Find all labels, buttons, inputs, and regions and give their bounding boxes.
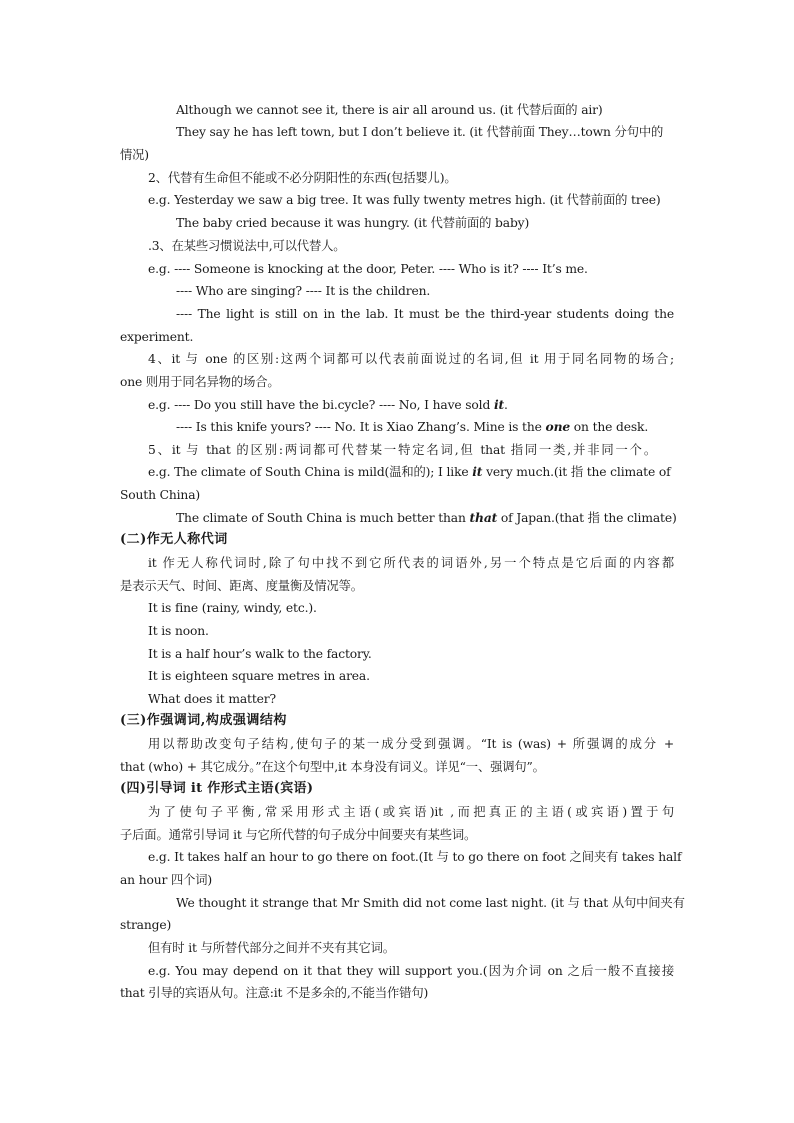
text-line: one 则用于同名异物的场合。 (120, 375, 280, 389)
text-line: South China) (120, 488, 201, 502)
text-line: experiment. (120, 330, 194, 344)
text-line: .3、在某些习惯说法中,可以代替人。 (148, 239, 346, 253)
emphasis-word: that (469, 510, 498, 525)
text-line: e.g. It takes half an hour to go there on foot.(It 与 to go there on foot 之间夹有 takes half (148, 850, 682, 864)
text-run: very much.(it 指 the climate of (482, 465, 671, 479)
text-line: We thought it strange that Mr Smith did not come last night. (it 与 that 从句中间夹有 (176, 896, 685, 910)
text-line: They say he has left town, but I don’t believe it. (it 代替前面 They…town 分句中的 (176, 125, 664, 139)
text-line: 子后面。通常引导词 it 与它所代替的句子成分中间要夹有某些词。 (120, 828, 477, 842)
text-run: e.g. ---- Do you still have the bi.cycle? ---- No, I have sold (148, 398, 494, 412)
emphasis-word: it (493, 397, 504, 412)
emphasis-word: one (545, 419, 571, 434)
text-line (176, 418, 648, 436)
text-line: strange) (120, 918, 172, 932)
text-line: 但有时 it 与所替代部分之间并不夹有其它词。 (148, 941, 395, 955)
section-heading: (三)作强调词,构成强调结构 (120, 713, 287, 728)
text-line (148, 396, 508, 414)
text-line: that 引导的宾语从句。注意:it 不是多余的,不能当作错句) (120, 986, 429, 1000)
text-run: e.g. The climate of South China is mild(温和的); I like (148, 465, 473, 479)
text-line: 是表示天气、时间、距离、度量衡及情况等。 (120, 579, 363, 593)
section-heading: (二)作无人称代词 (120, 532, 228, 547)
text-run: of Japan.(that 指 the climate) (497, 511, 677, 525)
text-line: What does it matter? (148, 692, 276, 706)
text-line: It is eighteen square metres in area. (148, 669, 370, 683)
text-line: e.g. ---- Someone is knocking at the door, Peter. ---- Who is it? ---- It’s me. (148, 262, 588, 276)
text-line: Although we cannot see it, there is air all around us. (it 代替后面的 air) (176, 103, 603, 117)
text-line (148, 463, 671, 481)
text-line: 情况) (120, 148, 149, 162)
text-run: on the desk. (570, 420, 649, 434)
text-line: 5、it 与 that 的区别:两词都可代替某一特定名词,但 that 指同一类,并非同一个。 (148, 443, 656, 457)
text-line: 4、it 与 one 的区别:这两个词都可以代表前面说过的名词,但 it 用于同名同物的场合; (148, 352, 674, 366)
text-line (176, 509, 677, 527)
text-line: It is noon. (148, 624, 209, 638)
text-line: It is a half hour’s walk to the factory. (148, 647, 372, 661)
text-run: ---- Is this knife yours? ---- No. It is Xiao Zhang’s. Mine is the (176, 420, 546, 434)
emphasis-word: it (472, 464, 483, 479)
section-heading: (四)引导词 it 作形式主语(宾语) (120, 781, 314, 796)
text-run: The climate of South China is much better than (176, 511, 470, 525)
text-line: it 作无人称代词时,除了句中找不到它所代表的词语外,另一个特点是它后面的内容都 (148, 556, 674, 570)
text-run: . (504, 398, 508, 412)
text-line: 用以帮助改变句子结构,使句子的某一成分受到强调。“It is (was) + 所强调的成分 + (148, 737, 674, 751)
text-line: ---- The light is still on in the lab. It must be the third-year students doing the (176, 307, 674, 321)
text-line: an hour 四个词) (120, 873, 213, 887)
text-line: e.g. You may depend on it that they will support you.(因为介词 on 之后一般不直接接 (148, 964, 674, 978)
text-line: ---- Who are singing? ---- It is the children. (176, 284, 431, 298)
text-line: that (who) + 其它成分。”在这个句型中,it 本身没有词义。详见“一、强调句”。 (120, 760, 545, 774)
text-line: It is fine (rainy, windy, etc.). (148, 601, 317, 615)
text-line: 2、代替有生命但不能或不必分阴阳性的东西(包括婴儿)。 (148, 171, 457, 185)
text-line: e.g. Yesterday we saw a big tree. It was fully twenty metres high. (it 代替前面的 tree) (148, 193, 661, 207)
text-line: The baby cried because it was hungry. (it 代替前面的 baby) (176, 216, 530, 230)
text-line: 为了使句子平衡,常采用形式主语(或宾语)it ,而把真正的主语(或宾语)置于句 (148, 805, 674, 819)
